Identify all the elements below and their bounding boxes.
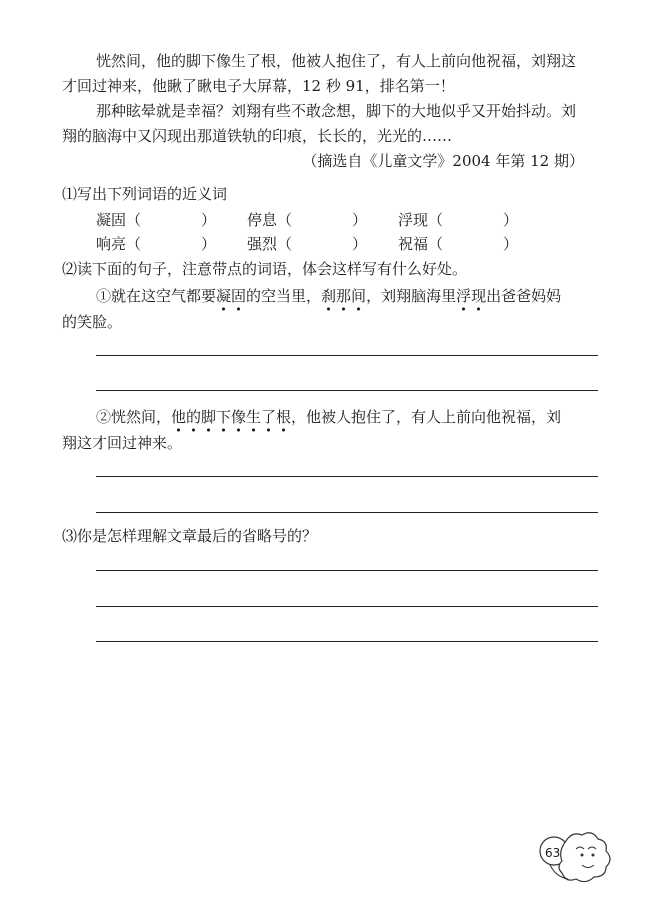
dotted-word-chanajian: 刹那间 [321, 287, 366, 311]
passage-line-3: 那种眩晕就是幸福？刘翔有些不敢念想，脚下的大地似乎又开始抖动。刘 [96, 102, 577, 120]
sentence-text: ，刘翔脑海里 [366, 287, 457, 305]
answer-line[interactable] [96, 641, 598, 642]
dotted-word-ninggu: 凝固 [216, 287, 246, 311]
sentence-2-line-2: 翔这才回过神来。 [62, 434, 183, 452]
answer-line[interactable] [96, 606, 598, 607]
synonym-item-1: 凝固（ ） [96, 211, 217, 229]
passage-line-4: 翔的脑海中又闪现出那道铁轨的印痕，长长的，光光的…… [62, 127, 453, 145]
synonym-item-2: 停息（ ） [247, 211, 368, 229]
sentence-text: 的空当里， [246, 287, 322, 305]
dotted-phrase-shenglegen: 他的脚下像生了根 [171, 408, 291, 432]
answer-line[interactable] [96, 476, 598, 477]
sentence-text: 出爸爸妈妈 [486, 287, 562, 305]
sentence-text: ，他被人抱住了，有人上前向他祝福，刘 [291, 408, 562, 426]
sentence-1-line-1 [96, 286, 561, 306]
dotted-word-fuxian: 浮现 [456, 287, 486, 311]
answer-line[interactable] [96, 570, 598, 571]
sentence-2-line-1 [96, 407, 561, 427]
question-3-title: ⑶你是怎样理解文章最后的省略号的？ [62, 527, 318, 545]
sentence-text: ①就在这空气都要 [96, 287, 217, 305]
sentence-text: ②恍然间， [96, 408, 172, 426]
passage-source: （摘选自《儿童文学》2004 年第 12 期） [302, 152, 584, 170]
answer-line[interactable] [96, 512, 598, 513]
answer-line[interactable] [96, 355, 598, 356]
synonym-item-5: 强烈（ ） [247, 235, 368, 253]
question-1-title: ⑴写出下列词语的近义词 [62, 185, 228, 203]
synonym-item-6: 祝福（ ） [398, 235, 519, 253]
question-2-title: ⑵读下面的句子，注意带点的词语，体会这样写有什么好处。 [62, 260, 468, 278]
passage-line-1: 恍然间，他的脚下像生了根，他被人抱住了，有人上前向他祝福，刘翔这 [96, 52, 577, 70]
page-number: 63 [545, 846, 561, 860]
sentence-1-line-2: 的笑脸。 [62, 313, 123, 331]
passage-line-2: 才回过神来，他瞅了瞅电子大屏幕，12 秒 91，排名第一！ [62, 77, 455, 95]
synonym-item-3: 浮现（ ） [398, 211, 519, 229]
synonym-item-4: 响亮（ ） [96, 235, 217, 253]
answer-line[interactable] [96, 390, 598, 391]
